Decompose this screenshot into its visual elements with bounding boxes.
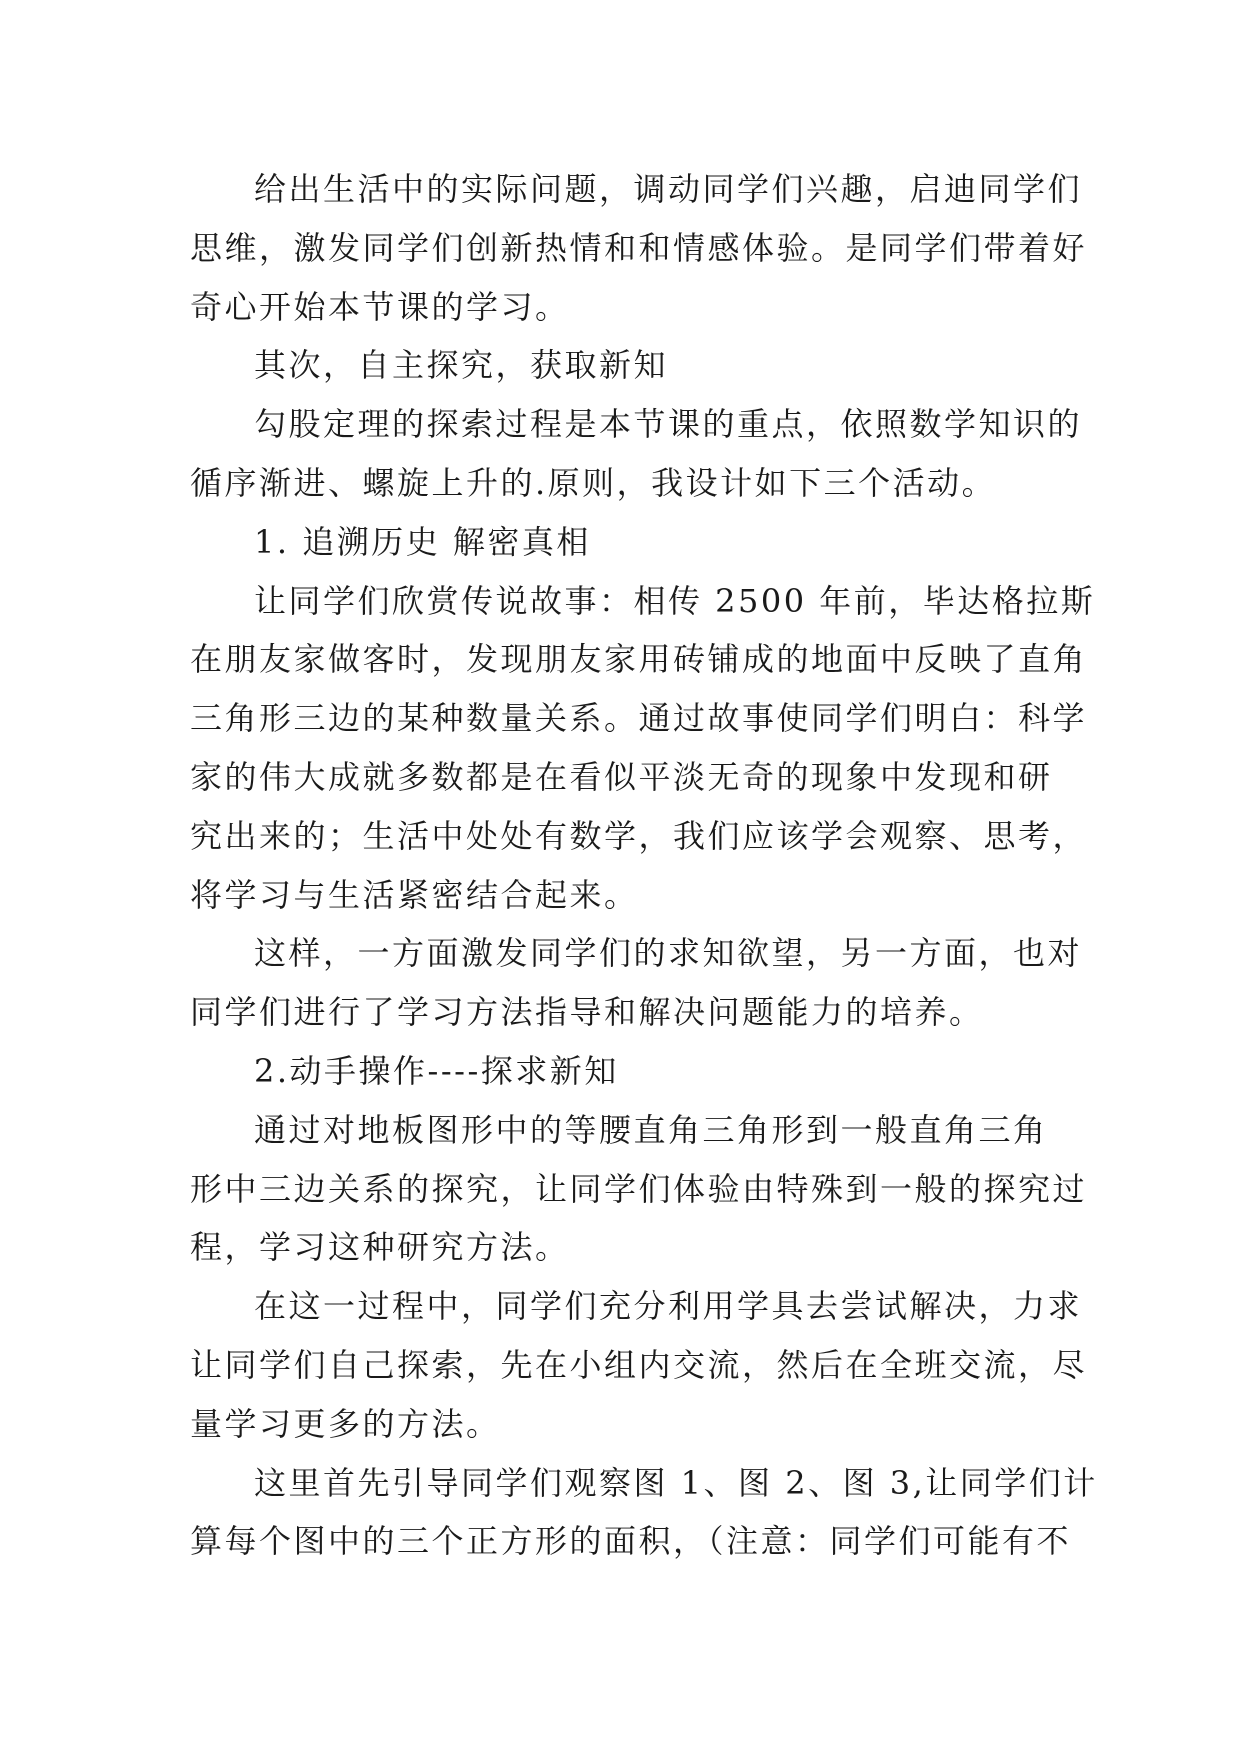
text-line: 其次，自主探究，获取新知 [254,346,669,385]
text-line: 程，学习这种研究方法。 [190,1228,570,1267]
text-line: 算每个图中的三个正方形的面积，（注意：同学们可能有不 [190,1522,1072,1561]
text-line: 让同学们自己探索，先在小组内交流，然后在全班交流，尽 [190,1345,1088,1384]
text-line: 奇心开始本节课的学习。 [190,287,570,326]
text-line: 将学习与生活紧密结合起来。 [190,875,639,914]
text-line: 1. 追溯历史 解密真相 [254,522,591,561]
text-line: 循序渐进、螺旋上升的.原则，我设计如下三个活动。 [190,463,997,502]
text-line: 同学们进行了学习方法指导和解决问题能力的培养。 [190,993,984,1032]
text-line: 家的伟大成就多数都是在看似平淡无奇的现象中发现和研 [190,757,1053,796]
text-line: 在朋友家做客时，发现朋友家用砖铺成的地面中反映了直角 [190,640,1088,679]
text-line: 让同学们欣赏传说故事：相传 2500 年前，毕达格拉斯 [254,581,1096,620]
text-line: 这里首先引导同学们观察图 1、图 2、图 3,让同学们计 [254,1463,1098,1502]
text-line: 三角形三边的某种数量关系。通过故事使同学们明白：科学 [190,699,1088,738]
text-line: 量学习更多的方法。 [190,1404,501,1443]
text-line: 这样，一方面激发同学们的求知欲望，另一方面，也对 [254,934,1083,973]
document-body [190,160,1098,1571]
text-line: 2.动手操作----探求新知 [254,1051,619,1090]
text-line: 思维，激发同学们创新热情和和情感体验。是同学们带着好 [190,228,1088,267]
text-line: 通过对地板图形中的等腰直角三角形到一般直角三角 [254,1110,1048,1149]
text-line: 在这一过程中，同学们充分利用学具去尝试解决，力求 [254,1287,1083,1326]
text-line: 勾股定理的探索过程是本节课的重点，依照数学知识的 [254,405,1083,444]
text-line: 给出生活中的实际问题，调动同学们兴趣，启迪同学们 [254,170,1083,208]
text-line: 究出来的；生活中处处有数学，我们应该学会观察、思考， [190,816,1088,855]
text-line: 形中三边关系的探究，让同学们体验由特殊到一般的探究过 [190,1169,1088,1208]
